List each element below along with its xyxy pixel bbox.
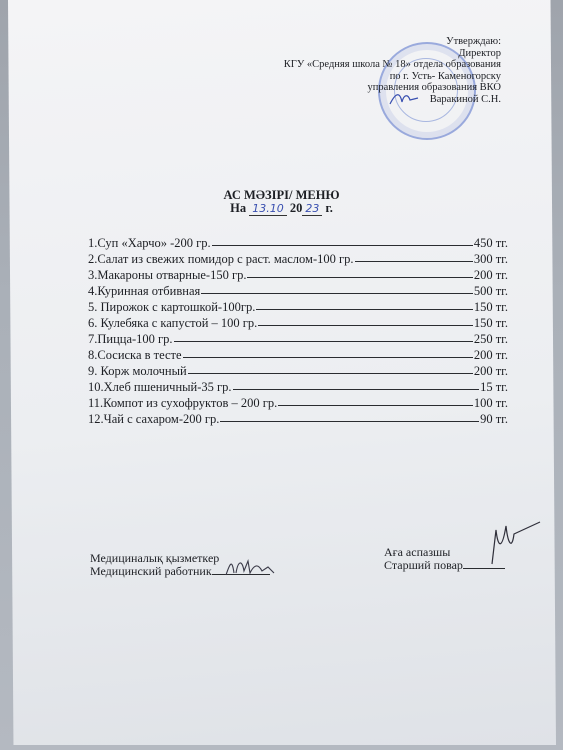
menu-item bbox=[88, 315, 508, 331]
menu-item-price: 300 тг. bbox=[473, 252, 508, 266]
menu-item-name: 3.Макароны отварные-150 гр. bbox=[88, 268, 247, 282]
menu-item-price: 200 тг. bbox=[473, 364, 508, 378]
head-cook-label-kz: Аға аспазшы bbox=[384, 545, 451, 559]
menu-item-price: 150 тг. bbox=[473, 300, 508, 314]
date-year-prefix: 20 bbox=[289, 201, 303, 215]
menu-item-leader bbox=[256, 309, 472, 310]
menu-item bbox=[88, 411, 508, 427]
menu-item bbox=[88, 347, 508, 363]
menu-item-price: 90 тг. bbox=[480, 412, 508, 426]
menu-item bbox=[88, 379, 508, 395]
menu-item-price: 200 тг. bbox=[473, 268, 508, 282]
menu-item-price: 450 тг. bbox=[473, 236, 508, 250]
menu-item-name: 7.Пицца-100 гр. bbox=[88, 332, 173, 346]
menu-item-price: 150 тг. bbox=[473, 316, 508, 330]
head-cook-signature bbox=[478, 520, 548, 568]
menu-item-leader bbox=[212, 245, 473, 246]
medical-worker-label-ru: Медицинский работник bbox=[90, 564, 212, 578]
approval-line: по г. Усть- Каменогорску bbox=[389, 70, 501, 82]
menu-item-name: 5. Пирожок с картошкой-100гр. bbox=[88, 300, 256, 314]
approval-line: Варакиной С.Н. bbox=[429, 93, 501, 105]
menu-item-leader bbox=[278, 405, 473, 406]
menu-item-name: 12.Чай с сахаром-200 гр. bbox=[88, 412, 220, 426]
medical-worker-signature bbox=[222, 555, 288, 581]
menu-item-price: 15 тг. bbox=[480, 380, 508, 394]
menu-item bbox=[88, 251, 508, 267]
menu-item-leader bbox=[201, 293, 473, 294]
menu-item-name: 11.Компот из сухофруктов – 200 гр. bbox=[88, 396, 278, 410]
menu-item-name: 4.Куринная отбивная bbox=[88, 284, 201, 298]
menu-item-leader bbox=[355, 261, 473, 262]
date-prefix: На bbox=[230, 201, 247, 215]
head-cook-label-ru: Старший повар bbox=[384, 558, 463, 572]
approval-line: управления образования ВКО bbox=[367, 82, 501, 93]
page-title: АС МӘЗІРІ/ МЕНЮ bbox=[223, 188, 340, 202]
menu-item-name: 10.Хлеб пшеничный-35 гр. bbox=[88, 380, 232, 394]
menu-item-name: 6. Кулебяка с капустой – 100 гр. bbox=[88, 316, 258, 330]
menu-item-name: 8.Сосиска в тесте bbox=[88, 348, 182, 362]
menu-item-price: 250 тг. bbox=[473, 332, 508, 346]
menu-item-price: 200 тг. bbox=[473, 348, 508, 362]
menu-item-leader bbox=[220, 421, 479, 422]
approval-line: Директор bbox=[458, 47, 501, 59]
menu-item-leader bbox=[258, 325, 473, 326]
date-year-suffix: 23 bbox=[302, 202, 322, 216]
menu-item-leader bbox=[233, 389, 480, 390]
menu-date bbox=[0, 201, 563, 216]
menu-item-name: 2.Салат из свежих помидор с раст. маслом-100 гр. bbox=[88, 252, 354, 266]
menu-list bbox=[88, 235, 508, 427]
menu-item-price: 500 тг. bbox=[473, 284, 508, 298]
menu-item bbox=[88, 267, 508, 283]
menu-item-leader bbox=[247, 277, 472, 278]
approval-block bbox=[261, 36, 501, 105]
menu-item-leader bbox=[188, 373, 473, 374]
menu-item-name: 1.Суп «Харчо» -200 гр. bbox=[88, 236, 211, 250]
approval-line: КГУ «Средняя школа № 18» отдела образования bbox=[283, 59, 501, 70]
menu-item-leader bbox=[174, 341, 473, 342]
approval-line: Утверждаю: bbox=[446, 36, 501, 47]
menu-item bbox=[88, 395, 508, 411]
menu-item-price: 100 тг. bbox=[473, 396, 508, 410]
menu-item bbox=[88, 363, 508, 379]
menu-item bbox=[88, 283, 508, 299]
menu-item bbox=[88, 331, 508, 347]
date-day-month: 13.10 bbox=[249, 202, 287, 216]
menu-item-leader bbox=[183, 357, 473, 358]
menu-item-name: 9. Корж молочный bbox=[88, 364, 187, 378]
director-signature bbox=[388, 88, 428, 108]
signature-line bbox=[463, 568, 505, 569]
menu-item bbox=[88, 235, 508, 251]
date-suffix: г. bbox=[325, 201, 333, 215]
medical-worker-label-kz: Медициналық қызметкер bbox=[90, 551, 220, 565]
menu-item bbox=[88, 299, 508, 315]
